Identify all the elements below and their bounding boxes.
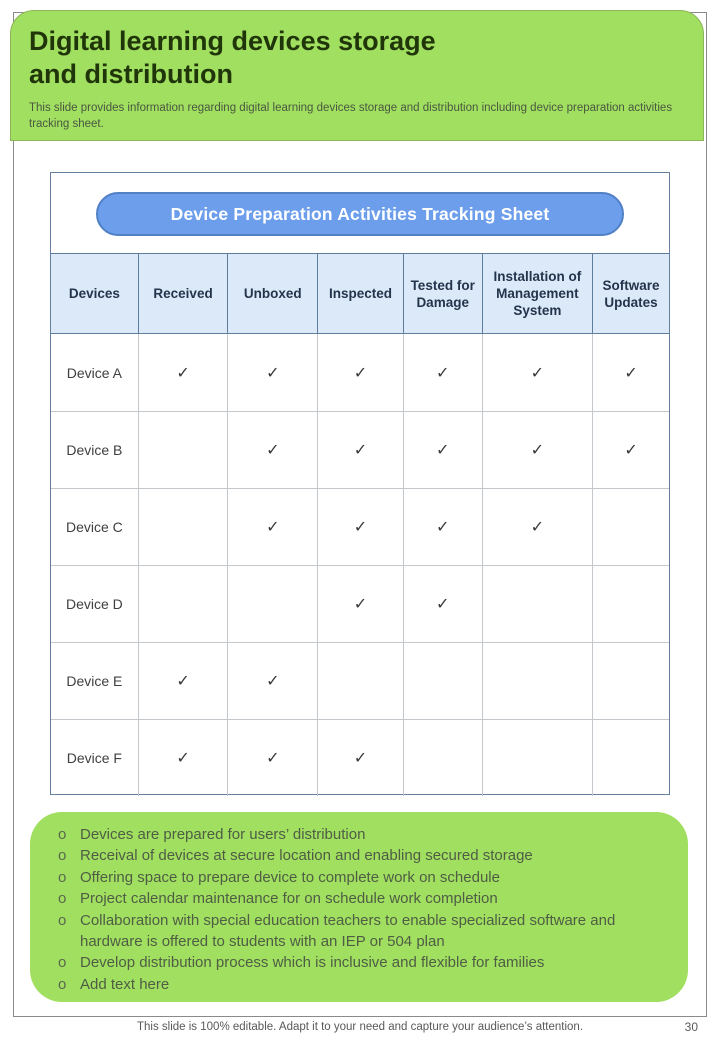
check-cell: ✓ [138, 643, 228, 719]
device-label: Device D [65, 596, 123, 612]
slide-header-banner [10, 10, 704, 141]
table-header-row [51, 253, 669, 334]
check-cell: ✓ [482, 412, 593, 488]
notes-box [30, 812, 688, 1002]
footer-note: This slide is 100% editable. Adapt it to your need and capture your audience’s attention. [136, 1021, 584, 1033]
bullet-item [58, 952, 666, 973]
column-header-received: Received [138, 254, 228, 333]
table-row-device-f [51, 719, 669, 796]
column-header-inspected: Inspected [317, 254, 403, 333]
check-cell: ✓ [592, 412, 669, 488]
device-label: Device C [65, 519, 123, 535]
page-title [29, 25, 683, 91]
check-cell [592, 489, 669, 565]
check-cell: ✓ [317, 334, 403, 411]
page-title-line2: and distribution [29, 59, 233, 89]
check-cell [317, 643, 403, 719]
device-label: Device E [66, 673, 123, 689]
check-cell: ✓ [482, 334, 593, 411]
check-cell: ✓ [403, 489, 482, 565]
check-cell [482, 643, 593, 719]
table-row-device-b [51, 411, 669, 488]
bullet-text: o Project calendar maintenance for on schedule work completion [80, 890, 498, 908]
bullet-item [58, 824, 666, 845]
check-cell [227, 566, 317, 642]
check-cell: ✓ [227, 489, 317, 565]
slide-subtitle: This slide provides information regarding digital learning devices storage and distribution including device preparation activities tracking sheet. [29, 102, 673, 130]
device-label: Device B [66, 442, 123, 458]
notes-list [58, 824, 666, 995]
bullet-item [58, 974, 666, 995]
check-cell: ✓ [317, 720, 403, 796]
check-cell [592, 643, 669, 719]
check-cell: ✓ [227, 643, 317, 719]
bullet-text: o Collaboration with special education teachers to enable specialized software and hardware is offered to students with an IEP or 504 plan [80, 911, 616, 951]
check-cell: ✓ [227, 334, 317, 411]
table-title-pill: Device Preparation Activities Tracking Sheet [96, 192, 624, 236]
check-cell [403, 643, 482, 719]
table-row-device-e [51, 642, 669, 719]
bullet-text: o Add text here [80, 975, 170, 993]
bullet-text: o Develop distribution process which is inclusive and flexible for families [80, 954, 545, 972]
bullet-item [58, 910, 666, 953]
check-cell [482, 566, 593, 642]
check-cell: ✓ [403, 412, 482, 488]
table-title-row [51, 173, 669, 253]
check-cell [592, 566, 669, 642]
check-cell: ✓ [592, 334, 669, 411]
column-header-unboxed: Unboxed [227, 254, 317, 333]
table-row-device-d [51, 565, 669, 642]
check-cell [592, 720, 669, 796]
bullet-text: o Offering space to prepare device to complete work on schedule [80, 868, 500, 886]
check-cell [138, 412, 228, 488]
bullet-text: o Receival of devices at secure location and enabling secured storage [80, 847, 533, 865]
check-cell: ✓ [227, 720, 317, 796]
check-cell: ✓ [138, 334, 228, 411]
bullet-text: o Devices are prepared for users’ distribution [80, 826, 366, 843]
table-row-device-c [51, 488, 669, 565]
table-row-device-a [51, 334, 669, 411]
check-cell: ✓ [317, 412, 403, 488]
check-cell [403, 720, 482, 796]
column-header-installation-of-management-system: Installation of Management System [482, 254, 593, 333]
check-cell [138, 489, 228, 565]
page-title-line1: Digital learning devices storage [29, 26, 436, 56]
bullet-item [58, 867, 666, 888]
check-cell: ✓ [317, 566, 403, 642]
bullet-item [58, 888, 666, 909]
column-header-devices: Devices [68, 286, 120, 301]
column-header-software-updates: Software Updates [592, 254, 669, 333]
check-cell: ✓ [482, 489, 593, 565]
check-cell [482, 720, 593, 796]
check-cell: ✓ [403, 334, 482, 411]
column-header-tested-for-damage: Tested for Damage [403, 254, 482, 333]
device-label: Device A [66, 364, 122, 381]
check-cell: ✓ [138, 720, 228, 796]
check-cell: ✓ [227, 412, 317, 488]
page-number: 30 [684, 1020, 698, 1034]
check-cell: ✓ [317, 489, 403, 565]
check-cell: ✓ [403, 566, 482, 642]
device-label: Device F [66, 750, 122, 766]
check-cell [138, 566, 228, 642]
bullet-item [58, 845, 666, 866]
device-tracking-table [50, 172, 670, 795]
